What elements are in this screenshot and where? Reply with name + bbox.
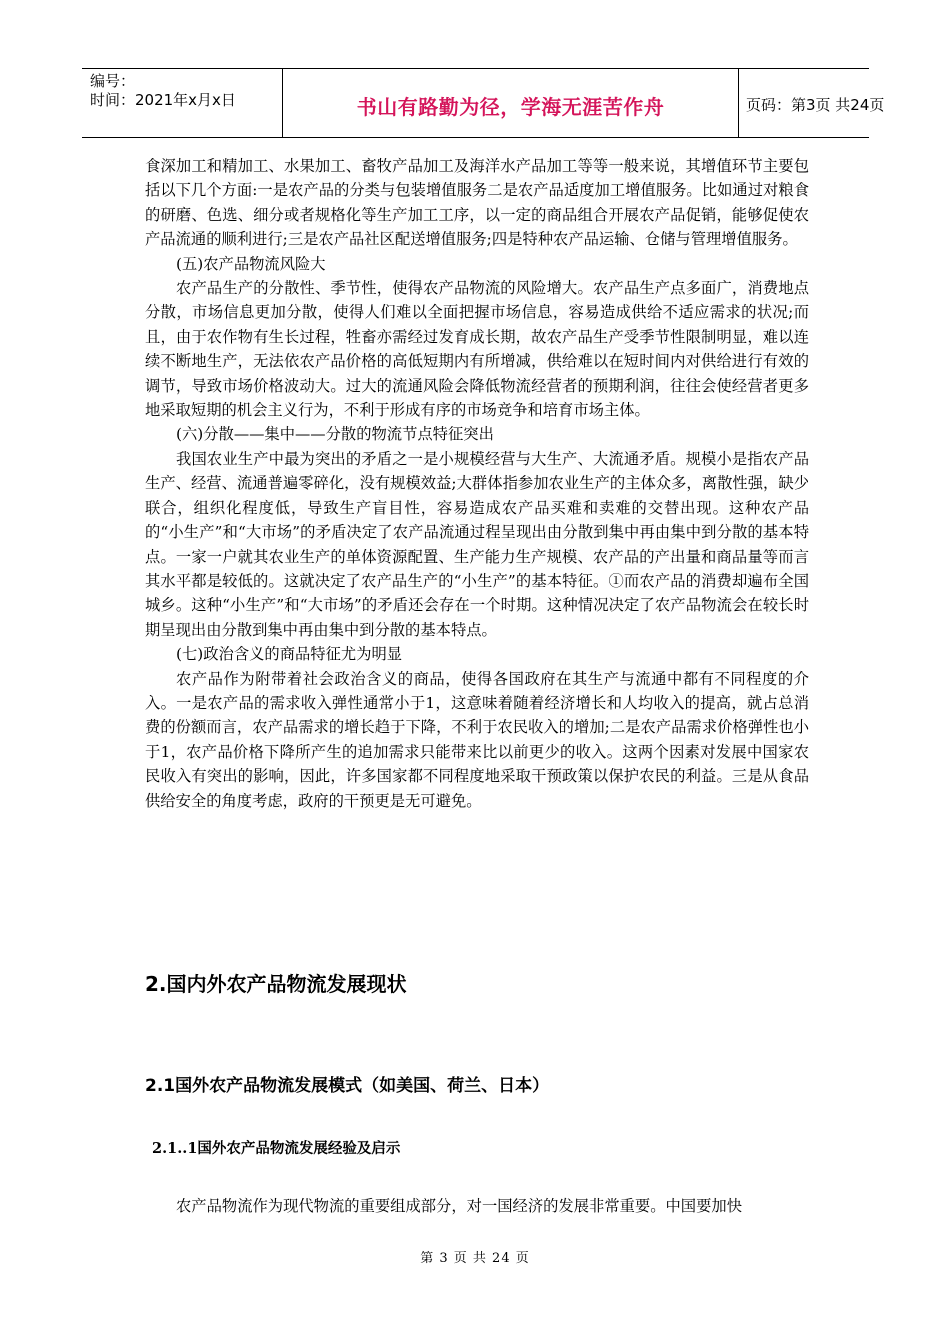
subheading-6: (六)分散——集中——分散的物流节点特征突出 — [176, 425, 494, 444]
paragraph-nodes: 我国农业生产中最为突出的矛盾之一是小规模经营与大生产、大流通矛盾。规模小是指农产品生产、经营、流通普遍零碎化，没有规模效益;大群体指参加农业生产的主体众多，离散性强，缺少联合，组织化程度低，导致生产盲目性，容易造成农产品买难和卖难的交替出现。这种农产品的“小生产”和“大市场”的矛盾决定了农产品流通过程呈现出由分散到集中再由集中到分散的基本特点。一家一户就其农业生产的单体资源配置、生产能力生产规模、农产品的产出量和商品量等而言其水平都是较低的。这就决定了农产品生产的“小生产”的基本特征。①而农产品的消费却遍布全国城乡。这种“小生产”和“大市场”的矛盾还会存在一个时期。这种情况决定了农产品物流会在较长时期呈现出由分散到集中再由集中到分散的基本特点。 — [145, 449, 809, 639]
section-heading-2-1: 2.1国外农产品物流发展模式（如美国、荷兰、日本） — [145, 1076, 550, 1096]
header-page-cell — [738, 69, 885, 137]
paragraph-logistics-intro: 农产品物流作为现代物流的重要组成部分，对一国经济的发展非常重要。中国要加快 — [176, 1197, 742, 1215]
page-footer: 第 3 页 共 24 页 — [420, 1251, 530, 1266]
header-motto: 书山有路勤为径，学海无涯苦作舟 — [356, 95, 665, 119]
section-heading-2: 2.国内外农产品物流发展现状 — [145, 972, 407, 996]
paragraph-risk: 农产品生产的分散性、季节性，使得农产品物流的风险增大。农产品生产点多面广，消费地点分散，市场信息更加分散，使得人们难以全面把握市场信息，容易造成供给不适应需求的状况;而且，由于农作物有生长过程，牲畜亦需经过发育成长期，故农产品生产受季节性限制明显，难以连续不断地生产，无法依农产品价格的高低短期内有所增减，供给难以在短时间内对供给进行有效的调节，导致市场价格波动大。过大的流通风险会降低物流经营者的预期利润，往往会使经营者更多地采取短期的机会主义行为，不利于形成有序的市场竞争和培育市场主体。 — [145, 279, 809, 420]
subheading-5: (五)农产品物流风险大 — [176, 254, 326, 273]
section-heading-2-1-1: 2.1..1国外农产品物流发展经验及启示 — [152, 1140, 401, 1157]
body-text-continued — [145, 1194, 809, 1218]
paragraph-continued: 食深加工和精加工、水果加工、畜牧产品加工及海洋水产品加工等等一般来说，其增值环节主要包括以下几个方面:一是农产品的分类与包装增值服务二是农产品适度加工增值服务。比如通过对粮食的研磨、色选、细分或者规格化等生产加工工序，以一定的商品组合开展农产品促销，能够促使农产品流通的顺利进行;三是农产品社区配送增值服务;四是特种农产品运输、仓储与管理增值服务。 — [145, 157, 809, 249]
paragraph-political: 农产品作为附带着社会政治含义的商品，使得各国政府在其生产与流通中都有不同程度的介入。一是农产品的需求收入弹性通常小于1，这意味着随着经济增长和人均收入的提高，就占总消费的份额而言，农产品需求的增长趋于下降，不利于农民收入的增加;二是农产品需求价格弹性也小于1，农产品价格下降所产生的追加需求只能带来比以前更少的收入。这两个因素对发展中国家农民收入有突出的影响，因此，许多国家都不同程度地采取干预政策以保护农民的利益。三是从食品供给安全的角度考虑，政府的干预更是无可避免。 — [145, 669, 809, 810]
page-header — [82, 68, 885, 138]
document-number-label: 编号： — [90, 72, 136, 90]
header-meta-cell — [82, 69, 282, 137]
document-time-label: 时间：2021年x月x日 — [90, 91, 236, 109]
header-page-number: 页码：第3页 共24页 — [746, 96, 885, 114]
subheading-7: (七)政治含义的商品特征尤为明显 — [176, 645, 403, 664]
header-motto-cell — [282, 69, 739, 137]
body-text — [145, 154, 809, 813]
